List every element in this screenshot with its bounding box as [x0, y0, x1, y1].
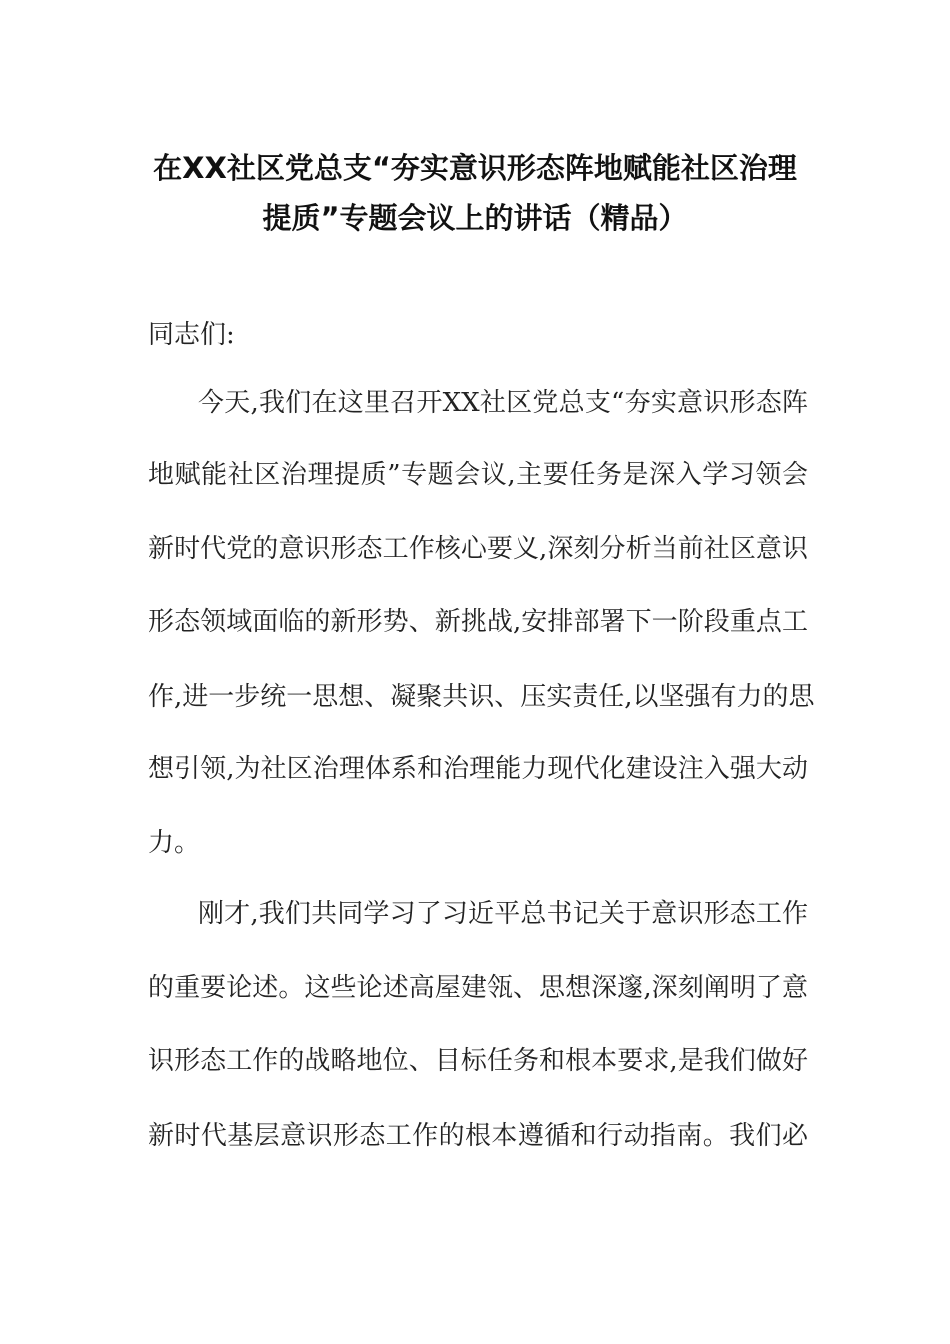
paragraph2-line: 新时代基层意识形态工作的根本遵循和行动指南。我们必 [148, 1121, 808, 1151]
paragraph2-line: 刚才,我们共同学习了习近平总书记关于意识形态工作 [198, 899, 808, 929]
paragraph1-line: 形态领域面临的新形势、新挑战,安排部署下一阶段重点工 [148, 607, 808, 637]
paragraph1-line: 今天,我们在这里召开XX社区党总支“夯实意识形态阵 [198, 388, 808, 418]
paragraph1-line: 地赋能社区治理提质”专题会议,主要任务是深入学习领会 [148, 460, 808, 490]
paragraph1-line: 新时代党的意识形态工作核心要义,深刻分析当前社区意识 [148, 534, 808, 564]
paragraph2-line: 的重要论述。这些论述高屋建瓴、思想深邃,深刻阐明了意 [148, 973, 808, 1003]
paragraph1-line: 作,进一步统一思想、凝聚共识、压实责任,以坚强有力的思 [148, 682, 815, 712]
document-title-line-1: 在XX社区党总支“夯实意识形态阵地赋能社区治理 [153, 151, 797, 185]
paragraph2-line: 识形态工作的战略地位、目标任务和根本要求,是我们做好 [148, 1046, 808, 1076]
paragraph1-line: 力。 [148, 828, 201, 858]
paragraph1-line: 想引领,为社区治理体系和治理能力现代化建设注入强大动 [148, 754, 808, 784]
salutation: 同志们: [148, 320, 235, 350]
document-title-line-2: 提质”专题会议上的讲话（精品） [262, 201, 688, 235]
